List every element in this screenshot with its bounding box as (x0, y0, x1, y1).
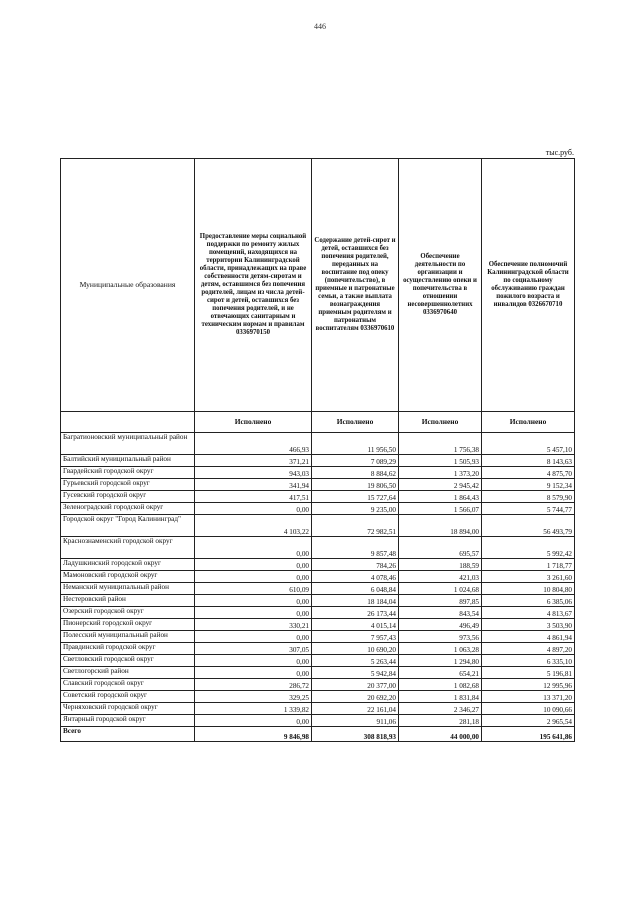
column-header-guardianship: Обеспечение деятельности по организации и осуществлению опеки и попечительства в отношении несовершеннолетних 0336970640 (399, 159, 482, 412)
amount-cell: 1 339,82 (195, 703, 312, 715)
amount-cell: 4 078,46 (312, 571, 399, 583)
amount-cell: 26 173,44 (312, 607, 399, 619)
amount-cell: 4 813,67 (482, 607, 575, 619)
amount-cell: 341,94 (195, 479, 312, 491)
amount-cell: 8 579,90 (482, 491, 575, 503)
municipality-name: Пионерский городской округ (61, 619, 195, 631)
amount-cell: 7 957,43 (312, 631, 399, 643)
table-row (61, 691, 575, 703)
municipality-name: Черняховский городской округ (61, 703, 195, 715)
table-row (61, 667, 575, 679)
table-row (61, 715, 575, 727)
table-row (61, 559, 575, 571)
amount-cell: 20 692,20 (312, 691, 399, 703)
amount-cell: 843,54 (399, 607, 482, 619)
amount-cell: 0,00 (195, 559, 312, 571)
municipality-name: Гвардейский городской округ (61, 467, 195, 479)
amount-cell: 6 335,10 (482, 655, 575, 667)
municipality-name: Янтарный городской округ (61, 715, 195, 727)
amount-cell: 286,72 (195, 679, 312, 691)
subheader-cell: Исполнено (399, 412, 482, 433)
amount-cell: 1 024,68 (399, 583, 482, 595)
amount-cell: 371,21 (195, 455, 312, 467)
amount-cell: 417,51 (195, 491, 312, 503)
amount-cell: 1 294,80 (399, 655, 482, 667)
table-row (61, 607, 575, 619)
amount-cell: 1 831,84 (399, 691, 482, 703)
amount-cell: 3 261,60 (482, 571, 575, 583)
column-header-municipality: Муниципальные образования (61, 159, 195, 412)
amount-cell: 329,25 (195, 691, 312, 703)
amount-cell: 18 184,04 (312, 595, 399, 607)
table-row (61, 583, 575, 595)
amount-cell: 281,18 (399, 715, 482, 727)
amount-cell: 0,00 (195, 631, 312, 643)
amount-cell: 5 196,81 (482, 667, 575, 679)
municipality-name: Городской округ "Город Калининград" (61, 515, 195, 537)
table-row (61, 679, 575, 691)
amount-cell: 9 857,48 (312, 537, 399, 559)
amount-cell: 4 875,70 (482, 467, 575, 479)
amount-cell: 6 385,06 (482, 595, 575, 607)
municipality-name: Багратионовский муниципальный район (61, 433, 195, 455)
amount-cell: 7 089,29 (312, 455, 399, 467)
amount-cell: 10 090,66 (482, 703, 575, 715)
table-row (61, 537, 575, 559)
amount-cell: 8 884,62 (312, 467, 399, 479)
amount-cell: 15 727,64 (312, 491, 399, 503)
amount-cell: 5 457,10 (482, 433, 575, 455)
amount-cell: 13 371,20 (482, 691, 575, 703)
column-header-row (61, 159, 575, 412)
column-header-orphan-maintenance: Содержание детей-сирот и детей, оставшихся без попечения родителей, переданных на воспитание под опеку (попечительство), в приемные и патронатные семьи, а также выплата вознаграждения приемным родителям и патронатным воспитателям 0336970610 (312, 159, 399, 412)
amount-cell: 5 744,77 (482, 503, 575, 515)
table-row (61, 503, 575, 515)
amount-cell: 5 942,84 (312, 667, 399, 679)
amount-cell: 5 263,44 (312, 655, 399, 667)
subheader-cell: Исполнено (312, 412, 399, 433)
amount-cell: 2 965,54 (482, 715, 575, 727)
column-header-repair-support: Предоставление меры социальной поддержки по ремонту жилых помещений, находящихся на территории Калининградской области, принадлежащих на праве собственности детям-сиротам и детям, оставшимся без попечения родителей, лицам из числа детей-сирот и детей, оставшихся без попечения родителей, и не отвечающих санитарным и техническим нормам и правилам 0336970150 (195, 159, 312, 412)
units-label: тыс.руб. (545, 148, 574, 157)
page-number: 446 (314, 22, 326, 31)
table-row (61, 433, 575, 455)
table-row (61, 595, 575, 607)
subheader-cell: Исполнено (482, 412, 575, 433)
amount-cell: 4 897,20 (482, 643, 575, 655)
amount-cell: 9 152,34 (482, 479, 575, 491)
subheader-cell: Исполнено (195, 412, 312, 433)
municipality-name: Светлогорский район (61, 667, 195, 679)
table-row (61, 703, 575, 715)
amount-cell: 72 982,51 (312, 515, 399, 537)
amount-cell: 307,05 (195, 643, 312, 655)
table-row (61, 631, 575, 643)
amount-cell: 1 063,28 (399, 643, 482, 655)
table-row (61, 571, 575, 583)
amount-cell: 56 493,79 (482, 515, 575, 537)
amount-cell: 8 143,63 (482, 455, 575, 467)
table-row (61, 655, 575, 667)
amount-cell: 1 373,20 (399, 467, 482, 479)
amount-cell: 784,26 (312, 559, 399, 571)
municipality-name: Краснознаменский городской округ (61, 537, 195, 559)
amount-cell: 897,85 (399, 595, 482, 607)
amount-cell: 1 082,68 (399, 679, 482, 691)
municipality-name: Нестеровский район (61, 595, 195, 607)
budget-table (60, 158, 575, 742)
amount-cell: 943,03 (195, 467, 312, 479)
amount-cell: 1 505,93 (399, 455, 482, 467)
amount-cell: 0,00 (195, 571, 312, 583)
total-amount-cell: 308 818,93 (312, 727, 399, 742)
amount-cell: 0,00 (195, 537, 312, 559)
municipality-name: Гурьевский городской округ (61, 479, 195, 491)
amount-cell: 496,49 (399, 619, 482, 631)
amount-cell: 2 945,42 (399, 479, 482, 491)
amount-cell: 466,93 (195, 433, 312, 455)
amount-cell: 0,00 (195, 503, 312, 515)
municipality-name: Гусевский городской округ (61, 491, 195, 503)
table-row (61, 619, 575, 631)
amount-cell: 0,00 (195, 595, 312, 607)
amount-cell: 330,21 (195, 619, 312, 631)
amount-cell: 695,57 (399, 537, 482, 559)
total-label: Всего (61, 727, 195, 742)
amount-cell: 1 718,77 (482, 559, 575, 571)
amount-cell: 911,06 (312, 715, 399, 727)
total-amount-cell: 9 846,98 (195, 727, 312, 742)
amount-cell: 3 503,90 (482, 619, 575, 631)
amount-cell: 0,00 (195, 607, 312, 619)
amount-cell: 421,03 (399, 571, 482, 583)
amount-cell: 19 806,50 (312, 479, 399, 491)
amount-cell: 4 015,14 (312, 619, 399, 631)
amount-cell: 973,56 (399, 631, 482, 643)
subheader-row (61, 412, 575, 433)
municipality-name: Славский городской округ (61, 679, 195, 691)
amount-cell: 10 804,80 (482, 583, 575, 595)
amount-cell: 20 377,00 (312, 679, 399, 691)
table-row (61, 491, 575, 503)
amount-cell: 188,59 (399, 559, 482, 571)
column-header-social-service: Обеспечение полномочий Калининградской области по социальному обслуживанию граждан пожилого возраста и инвалидов 0326670710 (482, 159, 575, 412)
amount-cell: 654,21 (399, 667, 482, 679)
amount-cell: 11 956,50 (312, 433, 399, 455)
amount-cell: 4 861,94 (482, 631, 575, 643)
table-row (61, 515, 575, 537)
amount-cell: 18 894,00 (399, 515, 482, 537)
municipality-name: Балтийский муниципальный район (61, 455, 195, 467)
total-amount-cell: 195 641,86 (482, 727, 575, 742)
municipality-name: Озерский городской округ (61, 607, 195, 619)
amount-cell: 5 992,42 (482, 537, 575, 559)
amount-cell: 12 995,96 (482, 679, 575, 691)
amount-cell: 1 756,38 (399, 433, 482, 455)
municipality-name: Правдинский городской округ (61, 643, 195, 655)
table-row (61, 479, 575, 491)
amount-cell: 10 690,20 (312, 643, 399, 655)
table-body (61, 433, 575, 742)
table-row (61, 467, 575, 479)
subheader-cell (61, 412, 195, 433)
municipality-name: Светловский городской округ (61, 655, 195, 667)
municipality-name: Неманский муниципальный район (61, 583, 195, 595)
total-row (61, 727, 575, 742)
municipality-name: Зеленоградский городской округ (61, 503, 195, 515)
amount-cell: 1 864,43 (399, 491, 482, 503)
municipality-name: Советский городской округ (61, 691, 195, 703)
municipality-name: Мамоновский городской округ (61, 571, 195, 583)
amount-cell: 6 048,84 (312, 583, 399, 595)
total-amount-cell: 44 000,00 (399, 727, 482, 742)
amount-cell: 0,00 (195, 715, 312, 727)
municipality-name: Ладушкинский городской округ (61, 559, 195, 571)
amount-cell: 22 161,04 (312, 703, 399, 715)
amount-cell: 9 235,00 (312, 503, 399, 515)
amount-cell: 1 566,07 (399, 503, 482, 515)
table-row (61, 643, 575, 655)
amount-cell: 610,09 (195, 583, 312, 595)
municipality-name: Полесский муниципальный район (61, 631, 195, 643)
amount-cell: 0,00 (195, 667, 312, 679)
amount-cell: 0,00 (195, 655, 312, 667)
amount-cell: 2 346,27 (399, 703, 482, 715)
amount-cell: 4 103,22 (195, 515, 312, 537)
table-row (61, 455, 575, 467)
